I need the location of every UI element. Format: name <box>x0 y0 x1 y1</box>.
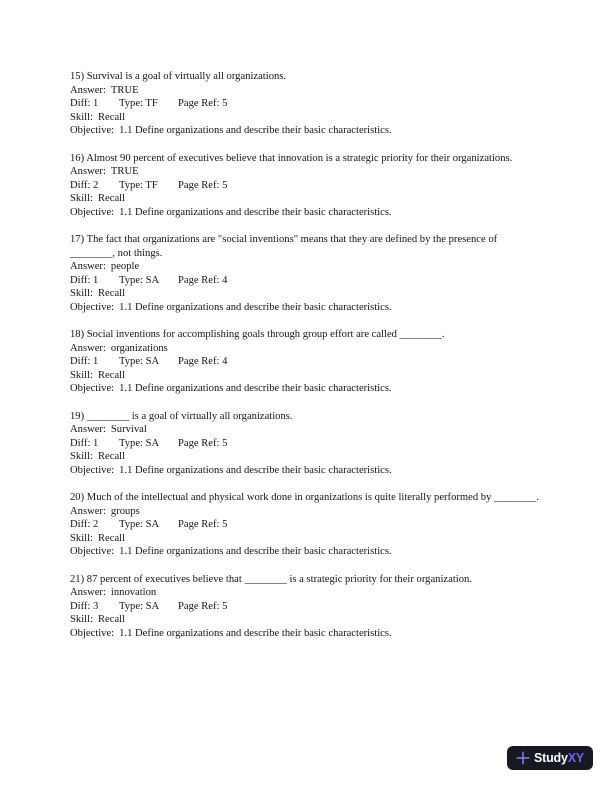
answer-value: Survival <box>110 424 147 435</box>
question-block <box>70 573 542 641</box>
answer-value: innovation <box>110 587 157 598</box>
question-text <box>70 491 542 505</box>
skill-label: Skill: <box>70 369 93 381</box>
pageref-value: Page Ref: 5 <box>178 519 228 530</box>
skill-label: Skill: <box>70 614 93 625</box>
answer-line <box>70 342 542 356</box>
answer-label: Answer: <box>70 166 106 177</box>
skill-value: Recall <box>97 288 126 299</box>
question-body: The fact that organizations are "social inventions" means that they are defined by the presence of ________, not things. <box>70 234 498 259</box>
diff-line <box>70 97 542 111</box>
skill-value: Recall <box>97 111 126 123</box>
objective-value: 1.1 Define organizations and describe their basic characteristics. <box>119 383 392 394</box>
diff-value: Diff: 1 <box>70 356 99 367</box>
answer-label: Answer: <box>70 587 106 598</box>
brand-study: Study <box>533 751 568 765</box>
type-value: Type: TF <box>119 98 158 109</box>
skill-label: Skill: <box>70 193 93 204</box>
skill-value: Recall <box>97 614 126 625</box>
question-block <box>70 152 542 220</box>
type-value: Type: TF <box>119 179 158 191</box>
diff-line <box>70 355 542 369</box>
objective-line <box>70 301 542 315</box>
diff-value: Diff: 1 <box>70 98 99 109</box>
diff-value: Diff: 1 <box>70 274 99 286</box>
objective-label: Objective: <box>70 383 115 394</box>
objective-value: 1.1 Define organizations and describe their basic characteristics. <box>119 464 392 476</box>
skill-line <box>70 450 542 464</box>
objective-line <box>70 545 542 559</box>
question-body: Much of the intellectual and physical work done in organizations is quite literally performed by ________. <box>86 492 540 503</box>
skill-value: Recall <box>97 193 126 204</box>
type-value: Type: SA <box>119 600 160 612</box>
answer-value: people <box>110 261 140 272</box>
answer-value: TRUE <box>110 84 139 96</box>
objective-label: Objective: <box>70 206 115 218</box>
question-number: 15) <box>70 71 85 82</box>
diff-line <box>70 437 542 451</box>
objective-label: Objective: <box>70 464 115 476</box>
question-text <box>70 573 542 587</box>
skill-label: Skill: <box>70 451 93 462</box>
skill-label: Skill: <box>70 288 93 299</box>
question-block <box>70 233 542 314</box>
type-value: Type: SA <box>119 519 160 530</box>
objective-line <box>70 627 542 641</box>
objective-value: 1.1 Define organizations and describe their basic characteristics. <box>119 125 392 136</box>
answer-line <box>70 165 542 179</box>
question-body: 87 percent of executives believe that ________ is a strategic priority for their organization. <box>86 573 472 585</box>
question-text <box>70 410 542 424</box>
question-number: 18) <box>70 329 85 340</box>
skill-value: Recall <box>97 369 126 381</box>
diff-value: Diff: 2 <box>70 519 99 530</box>
studyxy-watermark[interactable] <box>507 746 593 770</box>
question-text <box>70 233 542 260</box>
skill-value: Recall <box>97 451 126 462</box>
diff-value: Diff: 3 <box>70 600 99 612</box>
skill-line <box>70 613 542 627</box>
skill-line <box>70 287 542 301</box>
skill-line <box>70 111 542 125</box>
skill-value: Recall <box>97 532 126 544</box>
objective-value: 1.1 Define organizations and describe their basic characteristics. <box>119 206 392 218</box>
diff-line <box>70 518 542 532</box>
type-value: Type: SA <box>119 437 160 449</box>
answer-line <box>70 423 542 437</box>
question-text <box>70 70 542 84</box>
question-text <box>70 328 542 342</box>
diff-line <box>70 179 542 193</box>
skill-label: Skill: <box>70 532 93 544</box>
answer-label: Answer: <box>70 424 106 435</box>
objective-label: Objective: <box>70 627 115 639</box>
pageref-value: Page Ref: 4 <box>178 356 228 367</box>
objective-line <box>70 124 542 138</box>
question-text <box>70 152 542 166</box>
objective-line <box>70 382 542 396</box>
answer-line <box>70 505 542 519</box>
answer-value: TRUE <box>110 166 139 177</box>
question-body: Almost 90 percent of executives believe that innovation is a strategic priority for their organizations. <box>86 152 513 164</box>
objective-line <box>70 206 542 220</box>
answer-value: organizations <box>110 342 168 354</box>
answer-label: Answer: <box>70 342 106 354</box>
question-block <box>70 491 542 559</box>
question-number: 19) <box>70 410 85 422</box>
question-body: ________ is a goal of virtually all organizations. <box>86 410 293 422</box>
skill-line <box>70 192 542 206</box>
answer-line <box>70 84 542 98</box>
diff-line <box>70 600 542 614</box>
question-number: 16) <box>70 152 85 164</box>
question-body: Social inventions for accomplishing goals through group effort are called ________. <box>86 329 445 340</box>
answer-line <box>70 260 542 274</box>
answer-label: Answer: <box>70 84 106 96</box>
objective-value: 1.1 Define organizations and describe their basic characteristics. <box>119 627 392 639</box>
question-number: 21) <box>70 573 85 585</box>
question-number: 20) <box>70 492 85 503</box>
diff-value: Diff: 2 <box>70 179 99 191</box>
pageref-value: Page Ref: 5 <box>178 98 228 109</box>
objective-line <box>70 464 542 478</box>
objective-label: Objective: <box>70 301 115 313</box>
question-block <box>70 70 542 138</box>
answer-value: groups <box>110 505 140 517</box>
pageref-value: Page Ref: 5 <box>178 600 228 612</box>
pageref-value: Page Ref: 4 <box>178 274 228 286</box>
objective-label: Objective: <box>70 125 115 136</box>
pageref-value: Page Ref: 5 <box>178 179 228 191</box>
skill-label: Skill: <box>70 111 93 123</box>
question-number: 17) <box>70 234 85 245</box>
brand-wordmark <box>534 751 584 765</box>
objective-value: 1.1 Define organizations and describe their basic characteristics. <box>119 546 392 557</box>
objective-label: Objective: <box>70 546 115 557</box>
answer-line <box>70 586 542 600</box>
type-value: Type: SA <box>119 356 160 367</box>
skill-line <box>70 369 542 383</box>
type-value: Type: SA <box>119 274 160 286</box>
question-block <box>70 410 542 478</box>
diff-value: Diff: 1 <box>70 437 99 449</box>
question-block <box>70 328 542 396</box>
answer-label: Answer: <box>70 505 106 517</box>
brand-xy: XY <box>567 751 584 765</box>
answer-label: Answer: <box>70 261 106 272</box>
diff-line <box>70 274 542 288</box>
question-body: Survival is a goal of virtually all organizations. <box>86 71 287 82</box>
question-list <box>70 70 542 654</box>
pageref-value: Page Ref: 5 <box>178 437 228 449</box>
skill-line <box>70 532 542 546</box>
objective-value: 1.1 Define organizations and describe their basic characteristics. <box>119 301 392 313</box>
plus-icon <box>516 751 530 765</box>
